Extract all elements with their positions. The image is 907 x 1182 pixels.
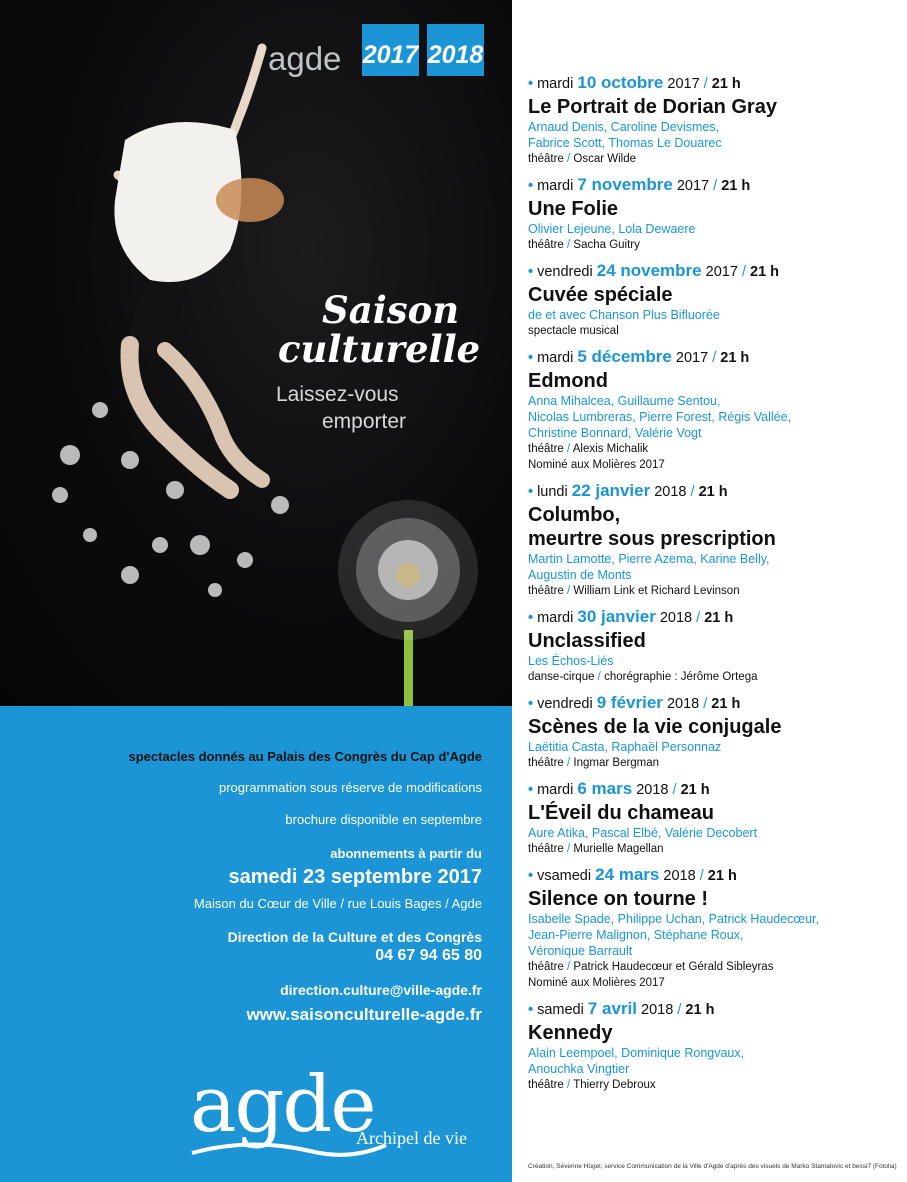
slash-separator: / bbox=[695, 868, 708, 884]
logo-tagline: Archipel de vie bbox=[356, 1128, 467, 1148]
address-text: Maison du Cœur de Ville / rue Louis Bages / Agde bbox=[193, 896, 482, 911]
bullet-icon: • bbox=[528, 610, 534, 626]
event-date: 6 mars bbox=[577, 779, 633, 798]
event-day: mardi bbox=[537, 610, 574, 626]
slogan-line1: Laissez-vous bbox=[276, 383, 399, 406]
genre-label: danse-cirque bbox=[528, 671, 595, 683]
event-date-line bbox=[528, 174, 898, 197]
event-title: Unclassified bbox=[528, 630, 646, 652]
event-time: 21 h bbox=[698, 484, 728, 500]
slash-separator: / bbox=[737, 264, 751, 280]
event-cast: Anna Mihalcea, Guillaume Sentou, bbox=[528, 394, 721, 408]
event-genre bbox=[528, 441, 898, 457]
event-cast: Arnaud Denis, Caroline Devismes, bbox=[528, 120, 720, 134]
event-time: 21 h bbox=[750, 264, 780, 280]
genre-label: théâtre bbox=[528, 443, 564, 455]
slash-separator: / bbox=[699, 696, 712, 712]
event-title: Columbo, bbox=[528, 504, 621, 526]
event-title: meurtre sous prescription bbox=[528, 528, 776, 550]
subscription-date: samedi 23 septembre 2017 bbox=[228, 866, 482, 888]
genre-label: théâtre bbox=[528, 1079, 564, 1091]
saison-title-line1: Saison bbox=[322, 288, 460, 332]
website-link[interactable]: www.saisonculturelle-agde.fr bbox=[246, 1005, 482, 1024]
event-date: 30 janvier bbox=[577, 607, 656, 626]
event-item bbox=[528, 346, 898, 473]
event-time: 21 h bbox=[721, 178, 751, 194]
bullet-icon: • bbox=[528, 350, 534, 366]
event-author: Murielle Magellan bbox=[573, 843, 664, 855]
event-author: Sacha Guitry bbox=[573, 239, 640, 251]
year-badge-2018: 2018 bbox=[427, 24, 484, 76]
event-title: Silence on tourne ! bbox=[528, 888, 709, 910]
event-year: 2018 bbox=[654, 484, 687, 500]
slash-separator: / bbox=[673, 1002, 686, 1018]
event-author: chorégraphie : Jérôme Ortega bbox=[604, 671, 758, 683]
header-agde: agde bbox=[268, 40, 342, 77]
event-date: 9 février bbox=[596, 693, 663, 712]
event-item bbox=[528, 998, 898, 1093]
dandelion-flower bbox=[338, 500, 478, 706]
event-genre bbox=[528, 237, 898, 253]
event-cast: Nicolas Lumbreras, Pierre Forest, Régis Vallée, bbox=[528, 410, 792, 424]
event-time: 21 h bbox=[707, 868, 737, 884]
slash-separator: / bbox=[594, 671, 605, 683]
event-cast: Les Échos-Liés bbox=[528, 654, 614, 668]
event-day: vsamedi bbox=[537, 868, 592, 884]
event-time: 21 h bbox=[704, 610, 734, 626]
event-item bbox=[528, 480, 898, 599]
event-date-line bbox=[528, 606, 898, 629]
direction-text: Direction de la Culture et des Congrès bbox=[227, 929, 482, 945]
event-year: 2017 bbox=[676, 178, 710, 194]
event-genre bbox=[528, 959, 898, 975]
event-cast: Alain Leempoel, Dominique Rongvaux, bbox=[528, 1046, 745, 1060]
subscription-label: abonnements à partir du bbox=[330, 846, 482, 861]
event-item bbox=[528, 174, 898, 253]
event-author: William Link et Richard Levinson bbox=[573, 585, 740, 597]
event-title: Edmond bbox=[528, 370, 608, 392]
event-year: 2017 bbox=[705, 264, 738, 280]
bullet-icon: • bbox=[528, 76, 534, 92]
event-author: Ingmar Bergman bbox=[573, 757, 660, 769]
event-date: 24 mars bbox=[595, 865, 660, 884]
bullet-icon: • bbox=[528, 178, 534, 194]
event-date: 24 novembre bbox=[596, 261, 702, 280]
slash-separator: / bbox=[699, 76, 712, 92]
event-genre bbox=[528, 669, 898, 685]
event-award: Nominé aux Molières 2017 bbox=[528, 977, 665, 989]
event-cast: Jean-Pierre Malignon, Stéphane Roux, bbox=[528, 928, 744, 942]
event-date-line bbox=[528, 72, 898, 95]
slash-separator: / bbox=[692, 610, 705, 626]
genre-label: spectacle musical bbox=[528, 325, 619, 337]
event-time: 21 h bbox=[711, 696, 741, 712]
slash-separator: / bbox=[563, 961, 574, 973]
saison-title-line2: culturelle bbox=[278, 327, 481, 371]
event-year: 2018 bbox=[663, 868, 696, 884]
event-cast: de et avec Chanson Plus Bifluorée bbox=[528, 308, 720, 322]
slogan-line2: emporter bbox=[322, 410, 407, 433]
bullet-icon: • bbox=[528, 782, 534, 798]
event-item bbox=[528, 260, 898, 339]
event-date-line bbox=[528, 864, 898, 887]
event-title: Le Portrait de Dorian Gray bbox=[528, 96, 777, 118]
bullet-icon: • bbox=[528, 484, 534, 500]
event-date-line bbox=[528, 692, 898, 715]
event-item bbox=[528, 692, 898, 771]
event-cast: Christine Bonnard, Valérie Vogt bbox=[528, 426, 702, 440]
email-link[interactable]: direction.culture@ville-agde.fr bbox=[280, 982, 482, 998]
event-cast: Olivier Lejeune, Lola Dewaere bbox=[528, 222, 696, 236]
event-date: 10 octobre bbox=[577, 73, 664, 92]
event-cast: Aure Atika, Pascal Elbé, Valérie Decobert bbox=[528, 826, 758, 840]
genre-label: théâtre bbox=[528, 843, 564, 855]
dancer-figure bbox=[114, 48, 284, 490]
poster-photo-area bbox=[0, 0, 512, 706]
event-genre bbox=[528, 1077, 898, 1093]
event-day: mardi bbox=[537, 782, 574, 798]
event-day: mardi bbox=[537, 76, 574, 92]
slash-separator: / bbox=[709, 178, 722, 194]
event-date: 22 janvier bbox=[571, 481, 651, 500]
event-item bbox=[528, 606, 898, 685]
event-author: Oscar Wilde bbox=[573, 153, 637, 165]
slash-separator: / bbox=[686, 484, 699, 500]
phone-number[interactable]: 04 67 94 65 80 bbox=[375, 947, 482, 964]
slash-separator: / bbox=[563, 757, 574, 769]
event-title: Une Folie bbox=[528, 198, 619, 220]
bullet-icon: • bbox=[528, 696, 534, 712]
year-badge-2017: 2017 bbox=[362, 24, 419, 76]
slash-separator: / bbox=[563, 1079, 574, 1091]
event-day: samedi bbox=[537, 1002, 584, 1018]
event-list bbox=[528, 72, 898, 1100]
event-time: 21 h bbox=[711, 76, 741, 92]
event-date-line bbox=[528, 346, 898, 369]
event-year: 2018 bbox=[666, 696, 700, 712]
event-genre bbox=[528, 583, 898, 599]
bullet-icon: • bbox=[528, 264, 534, 280]
event-date: 7 avril bbox=[587, 999, 638, 1018]
event-cast: Martin Lamotte, Pierre Azema, Karine Belly, bbox=[528, 552, 770, 566]
event-author: Alexis Michalik bbox=[572, 443, 649, 455]
genre-label: théâtre bbox=[528, 239, 564, 251]
agde-logo: agde bbox=[190, 1060, 375, 1150]
slash-separator: / bbox=[563, 585, 574, 597]
event-year: 2018 bbox=[641, 1002, 674, 1018]
genre-label: théâtre bbox=[528, 585, 564, 597]
event-time: 21 h bbox=[680, 782, 710, 798]
genre-label: théâtre bbox=[528, 961, 564, 973]
event-cast: Anouchka Vingtier bbox=[528, 1062, 630, 1076]
event-item bbox=[528, 72, 898, 167]
slash-separator: / bbox=[563, 153, 574, 165]
event-cast: Isabelle Spade, Philippe Uchan, Patrick Haudecœur, bbox=[528, 912, 820, 926]
event-cast: Augustin de Monts bbox=[528, 568, 632, 582]
slash-separator: / bbox=[563, 443, 573, 455]
event-date-line bbox=[528, 998, 898, 1021]
event-date-line bbox=[528, 778, 898, 801]
event-day: mardi bbox=[537, 350, 574, 366]
slash-separator: / bbox=[668, 782, 681, 798]
event-title: L'Éveil du chameau bbox=[528, 802, 714, 824]
event-item bbox=[528, 864, 898, 991]
event-date: 7 novembre bbox=[577, 175, 673, 194]
event-year: 2017 bbox=[675, 350, 709, 366]
event-time: 21 h bbox=[720, 350, 750, 366]
brochure-note: brochure disponible en septembre bbox=[285, 812, 482, 827]
genre-label: théâtre bbox=[528, 757, 564, 769]
event-author: Thierry Debroux bbox=[573, 1079, 656, 1091]
credits-text: Création, Séverine Hügel, service Communication de la Ville d'Agde d'après des visuels de Marko Stamatovic et bessi7 (Fotolia) bbox=[528, 1163, 897, 1170]
bullet-icon: • bbox=[528, 1002, 534, 1018]
event-cast: Laëtitia Casta, Raphaël Personnaz bbox=[528, 740, 722, 754]
event-genre bbox=[528, 755, 898, 771]
event-day: vendredi bbox=[537, 696, 593, 712]
slash-separator: / bbox=[563, 239, 574, 251]
event-genre bbox=[528, 323, 898, 339]
event-day: vendredi bbox=[537, 264, 593, 280]
event-time: 21 h bbox=[685, 1002, 715, 1018]
event-title: Scènes de la vie conjugale bbox=[528, 716, 782, 738]
event-date-line bbox=[528, 480, 898, 503]
event-award: Nominé aux Molières 2017 bbox=[528, 459, 665, 471]
event-year: 2018 bbox=[636, 782, 669, 798]
slash-separator: / bbox=[708, 350, 721, 366]
venue-text: spectacles donnés au Palais des Congrès du Cap d'Agde bbox=[128, 749, 482, 764]
event-genre bbox=[528, 841, 898, 857]
bullet-icon: • bbox=[528, 868, 534, 884]
event-date-line bbox=[528, 260, 898, 283]
event-genre bbox=[528, 151, 898, 167]
event-cast: Véronique Barrault bbox=[528, 944, 633, 958]
event-item bbox=[528, 778, 898, 857]
event-title: Kennedy bbox=[528, 1022, 613, 1044]
event-date: 5 décembre bbox=[577, 347, 672, 366]
slash-separator: / bbox=[563, 843, 574, 855]
event-title: Cuvée spéciale bbox=[528, 284, 673, 306]
event-year: 2017 bbox=[667, 76, 700, 92]
event-cast: Fabrice Scott, Thomas Le Douarec bbox=[528, 136, 722, 150]
event-day: lundi bbox=[537, 484, 568, 500]
event-author: Patrick Haudecœur et Gérald Sibleyras bbox=[573, 961, 774, 973]
event-year: 2018 bbox=[659, 610, 693, 626]
event-day: mardi bbox=[537, 178, 574, 194]
programme-note: programmation sous réserve de modifications bbox=[218, 780, 482, 795]
genre-label: théâtre bbox=[528, 153, 564, 165]
